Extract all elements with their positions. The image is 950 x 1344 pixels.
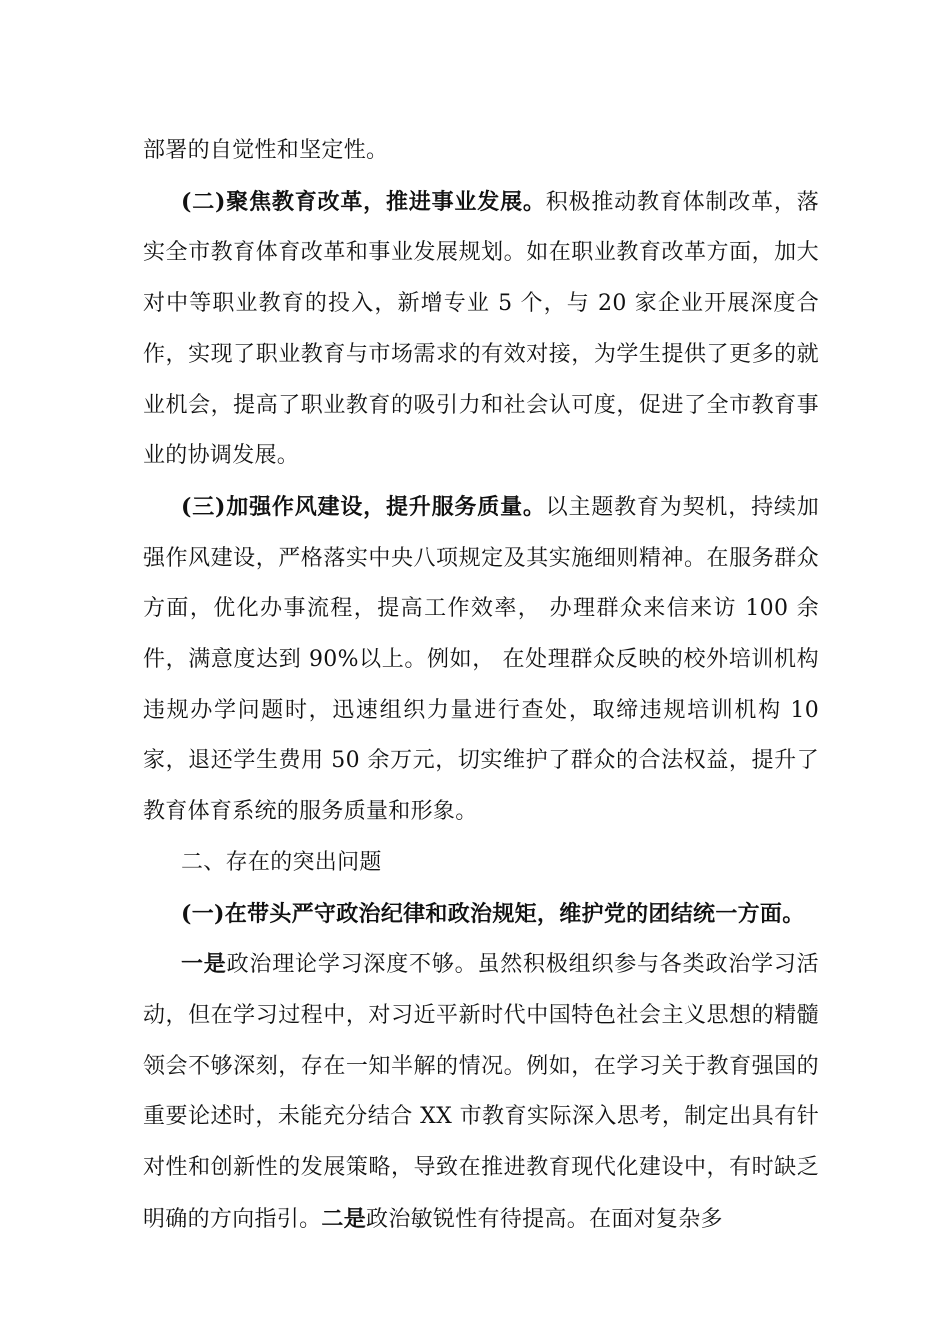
subsection-heading — [143, 889, 819, 940]
paragraph-text: 积极推动教育体制改革，落实全市教育体育改革和事业发展规划。如在职业教育改革方面，加大对中等职业教育的投入，新增专业 5 个，与 20 家企业开展深度合作，实现了职业教育与市场需求的有效对接，为学生提供了更多的就业机会，提高了职业教育的吸引力和社会认可度，促进了全市教育事业的协调发展。 — [143, 189, 820, 469]
document-body — [143, 126, 819, 1245]
paragraph-lead-bold: (二)聚焦教育改革，推进事业发展。 — [181, 188, 546, 215]
point-two-label: 二是 — [321, 1205, 367, 1232]
section-heading-text: 二、存在的突出问题 — [181, 849, 382, 875]
point-one-label: 一是 — [181, 951, 227, 978]
paragraph-text: 政治敏锐性有待提高。在面对复杂多 — [366, 1206, 723, 1232]
paragraph-text: 以主题教育为契机，持续加强作风建设，严格落实中央八项规定及其实施细则精神。在服务群众方面，优化办事流程，提高工作效率， 办理群众来信来访 100 余件，满意度达到 90%以上。例如， 在处理群众反映的校外培训机构违规办学问题时，迅速组织力量进行查处，取缔违规培训机构 10 家，退还学生费用 50 余万元，切实维护了群众的合法权益，提升了教育体育系统的服务质量和形象。 — [143, 494, 820, 825]
paragraph-issues — [143, 939, 819, 1245]
paragraph-continuation — [143, 126, 819, 177]
paragraph-lead-bold: (三)加强作风建设，提升服务质量。 — [181, 493, 546, 520]
paragraph-education-reform — [143, 177, 819, 482]
subsection-heading-text: (一)在带头严守政治纪律和政治规矩，维护党的团结统一方面。 — [181, 900, 805, 927]
section-heading — [143, 838, 819, 889]
paragraph-work-style — [143, 482, 819, 838]
paragraph-text: 部署的自觉性和坚定性。 — [143, 138, 389, 163]
paragraph-text: 政治理论学习深度不够。虽然积极组织参与各类政治学习活动，但在学习过程中，对习近平新时代中国特色社会主义思想的精髓领会不够深刻，存在一知半解的情况。例如，在学习关于教育强国的重要论述时，未能充分结合 XX 市教育实际深入思考，制定出具有针对性和创新性的发展策略，导致在推进教育现代化建设中，有时缺乏明确的方向指引。 — [143, 952, 819, 1232]
